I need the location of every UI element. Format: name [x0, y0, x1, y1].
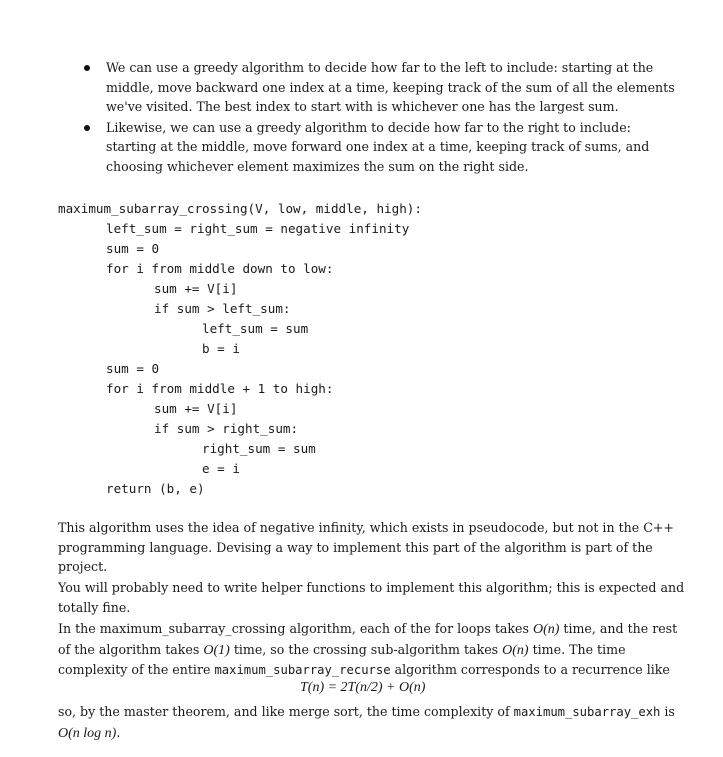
code-line: right_sum = sum	[202, 441, 316, 456]
bullet-text: Likewise, we can use a greedy algorithm to decide how far to the right to include: starting at the middle, move forward one index at a time, keeping track of sums, and choosing whichever element maximizes the sum on the right side.	[106, 119, 650, 174]
code-inline: maximum_subarray_exh	[513, 705, 661, 719]
code-line: left_sum = right_sum = negative infinity	[106, 221, 410, 236]
code-line: for i from middle down to low:	[106, 261, 334, 276]
code-line: b = i	[202, 341, 240, 356]
code-line: maximum_subarray_crossing(V, low, middle, high):	[58, 201, 422, 216]
math-o-n: O(n)	[532, 622, 560, 637]
code-line: return (b, e)	[106, 481, 205, 496]
bullet-dot-icon	[84, 125, 90, 131]
text-span: algorithm corresponds to a recurrence like	[394, 662, 670, 678]
text-span: .	[116, 724, 121, 740]
bullet-dot-icon	[84, 65, 90, 71]
code-line: sum = 0	[106, 241, 160, 256]
math-o-n: O(n)	[502, 642, 529, 658]
text-span: time. The time complexity of the entire	[58, 641, 626, 678]
text-span: is	[664, 704, 675, 719]
code-line: sum += V[i]	[154, 401, 238, 416]
bullet-text: We can use a greedy algorithm to decide how far to the left to include: starting at the middle, move backward one index at a time, keeping track of the sum of all the elements we've visited. The best index to start with is whichever one has the largest sum.	[106, 60, 675, 115]
paragraph-complexity	[58, 619, 688, 681]
code-line: if sum > right_sum:	[154, 421, 299, 436]
code-line: sum = 0	[106, 361, 160, 376]
code-line: e = i	[202, 461, 240, 476]
math-o-1: O(1)	[203, 642, 230, 658]
paragraph-negative-infinity: This algorithm uses the idea of negative infinity, which exists in pseudocode, but not in the C++ programming language. Devising a way to implement this part of the algorithm is part of the project.	[58, 520, 674, 575]
code-line: for i from middle + 1 to high:	[106, 381, 334, 396]
recurrence-equation: T(n) = 2T(n/2) + O(n)	[300, 680, 426, 695]
code-line: left_sum = sum	[202, 321, 309, 336]
text-span: In the maximum_subarray_crossing algorithm, each of the for loops takes	[58, 621, 529, 636]
math-o-n-log-n: O(n log n)	[58, 725, 117, 741]
list-item	[0, 118, 723, 177]
list-item	[0, 58, 723, 117]
bullet-list	[0, 58, 723, 177]
text-span: time, so the crossing sub-algorithm takes	[233, 641, 499, 657]
text-span: time, and the rest of the algorithm takes	[58, 621, 678, 657]
paragraph-master-theorem	[58, 702, 688, 743]
code-inline: maximum_subarray_recurse	[214, 663, 391, 678]
pseudocode-block	[58, 199, 422, 499]
code-line: sum += V[i]	[154, 281, 238, 296]
text-span: so, by the master theorem, and like merge sort, the time complexity of	[58, 704, 510, 719]
code-line: if sum > left_sum:	[154, 301, 291, 316]
paragraph-helper-functions: You will probably need to write helper functions to implement this algorithm; this is expected and totally fine.	[58, 580, 685, 615]
